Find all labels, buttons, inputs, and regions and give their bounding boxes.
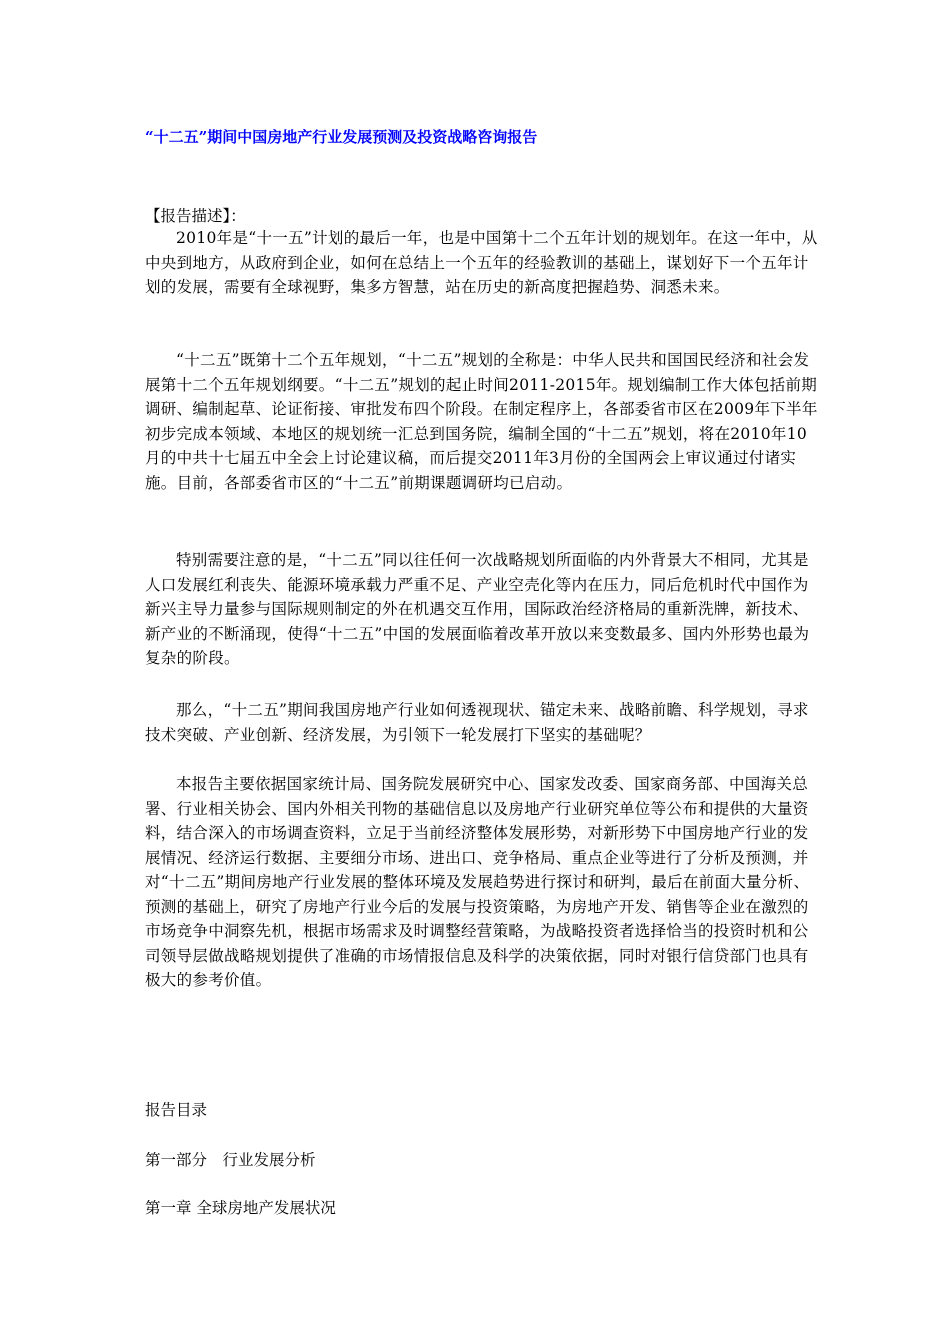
paragraph-2: “十二五”既第十二个五年规划，“十二五”规划的全称是：中华人民共和国国民经济和社会发展第十二个五年规划纲要。“十二五”规划的起止时间2011-2015年。规划编制工作大体包括前期调研、编制起草、论证衔接、审批发布四个阶段。在制定程序上，各部委省市区在2009年下半年初步完成本领域、本地区的规划统一汇总到国务院，编制全国的“十二五”规划，将在2010年10月的中共十七届五中全会上讨论建议稿，而后提交2011年3月份的全国两会上审议通过付诸实施。目前，各部委省市区的“十二五”前期课题调研均已启动。 bbox=[145, 351, 818, 492]
report-title: “十二五”期间中国房地产行业发展预测及投资战略咨询报告 bbox=[145, 128, 538, 146]
toc-part-1: 第一部分 行业发展分析 bbox=[145, 1151, 316, 1169]
description-label: 【报告描述】： bbox=[145, 207, 246, 225]
paragraph-3: 特别需要注意的是，“十二五”同以往任何一次战略规划所面临的内外背景大不相同，尤其是人口发展红利丧失、能源环境承载力严重不足、产业空壳化等内在压力，同后危机时代中国作为新兴主导力量参与国际规则制定的外在机遇交互作用，国际政治经济格局的重新洗牌，新技术、新产业的不断涌现，使得“十二五”中国的发展面临着改革开放以来变数最多、国内外形势也最为复杂的阶段。 bbox=[145, 551, 810, 667]
toc-heading: 报告目录 bbox=[145, 1101, 208, 1119]
paragraph-1: 2010年是“十一五”计划的最后一年，也是中国第十二个五年计划的规划年。在这一年中，从中央到地方，从政府到企业，如何在总结上一个五年的经验教训的基础上，谋划好下一个五年计划的发展，需要有全球视野，集多方智慧，站在历史的新高度把握趋势、洞悉未来。 bbox=[145, 229, 818, 296]
paragraph-4: 那么，“十二五”期间我国房地产行业如何透视现状、锚定未来、战略前瞻、科学规划，寻求技术突破、产业创新、经济发展，为引领下一轮发展打下坚实的基础呢？ bbox=[145, 701, 809, 744]
toc-chapter-1: 第一章 全球房地产发展状况 bbox=[145, 1199, 336, 1217]
paragraph-5: 本报告主要依据国家统计局、国务院发展研究中心、国家发改委、国家商务部、中国海关总署、行业相关协会、国内外相关刊物的基础信息以及房地产行业研究单位等公布和提供的大量资料，结合深入的市场调查资料，立足于当前经济整体发展形势，对新形势下中国房地产行业的发展情况、经济运行数据、主要细分市场、进出口、竞争格局、重点企业等进行了分析及预测，并对“十二五”期间房地产行业发展的整体环境及发展趋势进行探讨和研判，最后在前面大量分析、预测的基础上，研究了房地产行业今后的发展与投资策略，为房地产开发、销售等企业在激烈的市场竞争中洞察先机，根据市场需求及时调整经营策略，为战略投资者选择恰当的投资时机和公司领导层做战略规划提供了准确的市场情报信息及科学的决策依据，同时对银行信贷部门也具有极大的参考价值。 bbox=[145, 775, 810, 989]
